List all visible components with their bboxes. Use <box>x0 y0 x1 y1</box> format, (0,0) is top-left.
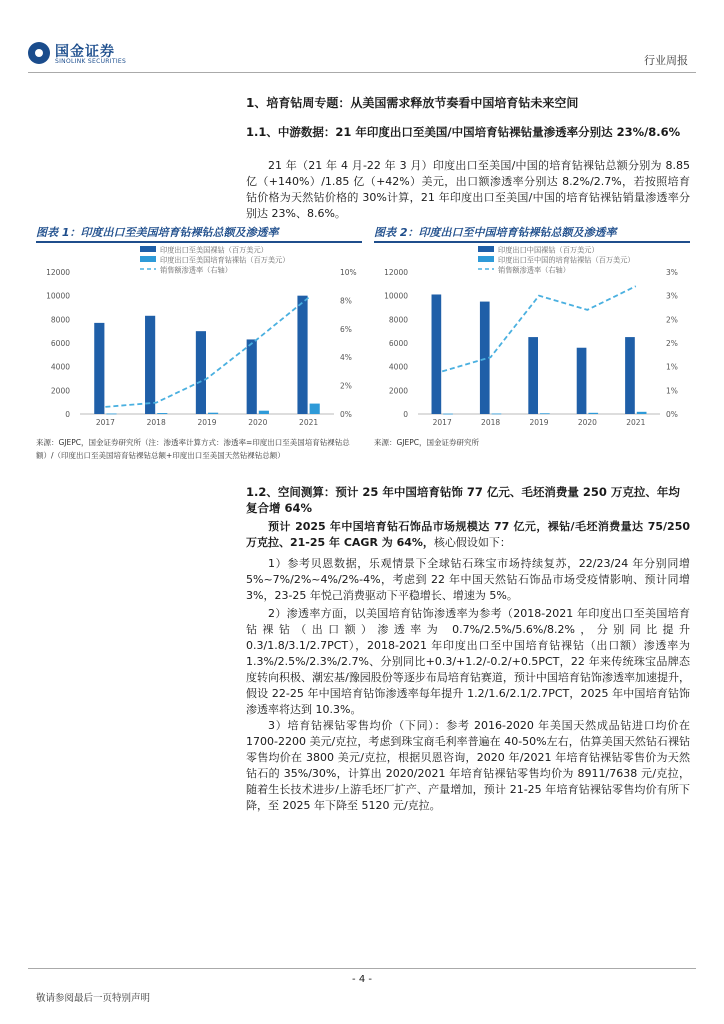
y2-tick-label: 8% <box>340 296 352 306</box>
y2-tick-label: 2% <box>666 339 678 348</box>
bar-total-2018 <box>145 316 155 414</box>
y2-tick-label: 1% <box>666 386 678 396</box>
bar-total-2019 <box>196 331 206 414</box>
y-tick-label: 2000 <box>388 386 408 396</box>
figure-2-chart <box>374 244 692 436</box>
figure-1-title: 图表 1：印度出口至美国培育钻裸钻总额及渗透率 <box>36 226 279 239</box>
legend-label-2: 销售额渗透率（右轴） <box>498 265 570 275</box>
y-tick-label: 2000 <box>50 386 70 396</box>
assumption-1: 1）参考贝恩数据，乐观情景下全球钻石珠宝市场持续复苏，22/23/24 年分别同增 5%~7%/2%~4%/2%-4%，考虑到 22 年中国天然钻石饰品市场受疫情影响、预计同增 3%，23-25 年悦己消费驱动下平稳增长、增速为 5%。 <box>246 557 690 602</box>
legend-swatch-0 <box>140 246 156 252</box>
footer-divider <box>28 968 696 969</box>
y2-tick-label: 4% <box>340 353 352 363</box>
legend-label-0: 印度出口至美国裸钻（百万美元） <box>160 245 268 255</box>
logo-english-name: SINOLINK SECURITIES <box>55 58 127 65</box>
y-tick-label: 12000 <box>46 268 70 277</box>
y-tick-label: 0 <box>403 410 408 419</box>
legend-swatch-1 <box>478 256 494 262</box>
y-tick-label: 6000 <box>388 339 408 348</box>
y2-tick-label: 1% <box>666 362 678 372</box>
subsection-2-lead <box>246 519 690 551</box>
page-number: - 4 - <box>352 974 372 985</box>
legend-label-0: 印度出口中国裸钻（百万美元） <box>498 245 599 255</box>
subsection-title-1: 1.1、中游数据：21 年印度出口至美国/中国培育钻裸钻量渗透率分别达 23%/8.6% <box>246 125 681 139</box>
bar-total-2017 <box>94 323 104 414</box>
y2-tick-label: 3% <box>666 268 678 277</box>
bar-lab-grown-2018 <box>157 413 167 414</box>
legend-swatch-0 <box>478 246 494 252</box>
bar-total-2021 <box>297 296 307 414</box>
bar-total-2019 <box>528 337 538 414</box>
bar-lab-grown-2017 <box>106 414 116 415</box>
penetration-rate-line <box>105 298 308 407</box>
bar-lab-grown-2019 <box>208 413 218 414</box>
figure-1-chart <box>36 244 366 436</box>
x-tick-label: 2019 <box>197 418 217 427</box>
report-type: 行业周报 <box>644 54 688 67</box>
bar-lab-grown-2021 <box>637 412 647 414</box>
y2-tick-label: 2% <box>666 315 678 325</box>
y2-tick-label: 10% <box>340 268 357 277</box>
y-tick-label: 4000 <box>50 362 70 372</box>
company-logo <box>28 40 138 68</box>
header-divider <box>28 72 696 73</box>
figure-1-rule <box>36 241 362 243</box>
y-tick-label: 4000 <box>388 362 408 372</box>
y2-tick-label: 3% <box>666 291 678 301</box>
x-tick-label: 2020 <box>248 418 268 427</box>
y-tick-label: 8000 <box>50 315 70 325</box>
legend-label-1: 印度出口至中国的培育钻裸钻（百万美元） <box>498 255 635 265</box>
y-tick-label: 8000 <box>388 315 408 325</box>
y-tick-label: 0 <box>65 410 70 419</box>
figure-2-rule <box>374 241 690 243</box>
bar-lab-grown-2020 <box>259 411 269 414</box>
y2-tick-label: 2% <box>340 381 352 391</box>
bar-lab-grown-2019 <box>540 413 550 414</box>
x-tick-label: 2018 <box>481 418 501 427</box>
bar-lab-grown-2020 <box>588 413 598 414</box>
bar-total-2021 <box>625 337 635 414</box>
x-tick-label: 2018 <box>146 418 166 427</box>
figure-2-source: 来源：GJEPC，国金证券研究所 <box>374 438 480 447</box>
bar-total-2020 <box>577 348 587 414</box>
y-tick-label: 12000 <box>384 268 408 277</box>
figure-1-source: 来源：GJEPC，国金证券研究所（注：渗透率计算方式：渗透率=印度出口至美国培育钻裸钻总额）/（印度出口至美国培育钻裸钻总额+印度出口至美国天然钻裸钻总额） <box>36 438 350 460</box>
x-tick-label: 2020 <box>577 418 597 427</box>
y-tick-label: 10000 <box>46 291 70 301</box>
y-tick-label: 6000 <box>50 339 70 348</box>
bar-total-2018 <box>480 302 490 414</box>
x-tick-label: 2021 <box>626 418 646 427</box>
y2-tick-label: 0% <box>666 410 678 419</box>
bar-lab-grown-2018 <box>492 414 502 415</box>
assumption-2: 2）渗透率方面，以美国培育钻饰渗透率为参考（2018-2021 年印度出口至美国培育钻裸钻（出口额）渗透率为 0.7%/2.5%/5.6%/8.2%，分别同比提升 0.3/1.8/3.1/2.7PCT），2018-2021 年印度出口至中国培育钻裸钻（出口额）渗透率为 1.3%/2.5%/2.3%/2.7%、分别同比+0.3/+1.2/-0.2/+0.5PCT，22 年来传统珠宝品牌态度转向积极、潮宏基/豫园股份等逐步布局培育钻赛道，预计中国培育钻饰渗透率加速提升，假设 22-25 年中国培育钻饰渗透率每年提升 1.2/1.6/2.1/2.7PCT，2025 年中国培育钻饰渗透率将达到 10.3%。 <box>246 607 690 716</box>
bar-total-2020 <box>247 339 257 414</box>
y2-tick-label: 0% <box>340 410 352 419</box>
figure-2-title: 图表 2：印度出口至中国培育钻裸钻总额及渗透率 <box>374 226 617 239</box>
footer-disclaimer: 敬请参阅最后一页特别声明 <box>36 993 151 1004</box>
assumption-3: 3）培育钻裸钻零售均价（下同）：参考 2016-2020 年美国天然成品钻进口均价在 1700-2200 美元/克拉，考虑到珠宝商毛利率普遍在 40-50%左右，估算美国天然钻石裸钻零售均价在 3800 美元/克拉，根据贝恩咨询，2020 年/2021 年培育钻裸钻零售价为天然钻石的 35%/30%，计算出 2020/2021 年培育钻裸钻零售均价为 8911/7638 元/克拉，随着生长技术进步/上游毛坯厂扩产、产量增加，预计 21-25 年培育钻裸钻零售均价有所下降，至 2025 年下降至 5120 元/克拉。 <box>246 719 690 812</box>
logo-icon <box>28 42 50 64</box>
subsection-2-lead-tail: 核心假设如下： <box>433 536 511 549</box>
x-tick-label: 2019 <box>529 418 549 427</box>
x-tick-label: 2017 <box>432 418 452 427</box>
legend-label-1: 印度出口至美国培育钻裸钻（百万美元） <box>160 255 290 265</box>
y2-tick-label: 6% <box>340 324 352 334</box>
subsection-title-2: 1.2、空间测算：预计 25 年中国培育钻饰 77 亿元、毛坯消费量 250 万克拉、年均复合增 64% <box>246 485 680 515</box>
bar-lab-grown-2021 <box>310 404 320 414</box>
x-tick-label: 2017 <box>95 418 115 427</box>
subsection-1-body: 21 年（21 年 4 月-22 年 3 月）印度出口至美国/中国的培育钻裸钻总额分别为 8.85 亿（+140%）/1.85 亿（+42%）美元，出口额渗透率分别达 8.2%/2.7%，若按照培育钻价格为天然钻价格的 30%计算，21 年印度出口至美国/中国的培育钻裸钻销量渗透率分别达 23%、8.6%。 <box>246 159 690 220</box>
penetration-rate-line <box>442 286 636 371</box>
legend-swatch-1 <box>140 256 156 262</box>
y-tick-label: 10000 <box>384 291 408 301</box>
subsection-2-lead-bold: 预计 2025 年中国培育钻石饰品市场规模达 77 亿元，裸钻/毛坯消费量达 75/250 万克拉、21-25 年 CAGR 为 64%， <box>246 520 690 549</box>
x-tick-label: 2021 <box>299 418 319 427</box>
bar-lab-grown-2017 <box>443 414 453 415</box>
legend-label-2: 销售额渗透率（右轴） <box>160 265 232 275</box>
bar-total-2017 <box>432 294 442 414</box>
logo-chinese-name: 国金证券 <box>55 44 115 60</box>
section-title: 1、培育钻周专题：从美国需求释放节奏看中国培育钻未来空间 <box>246 96 579 110</box>
